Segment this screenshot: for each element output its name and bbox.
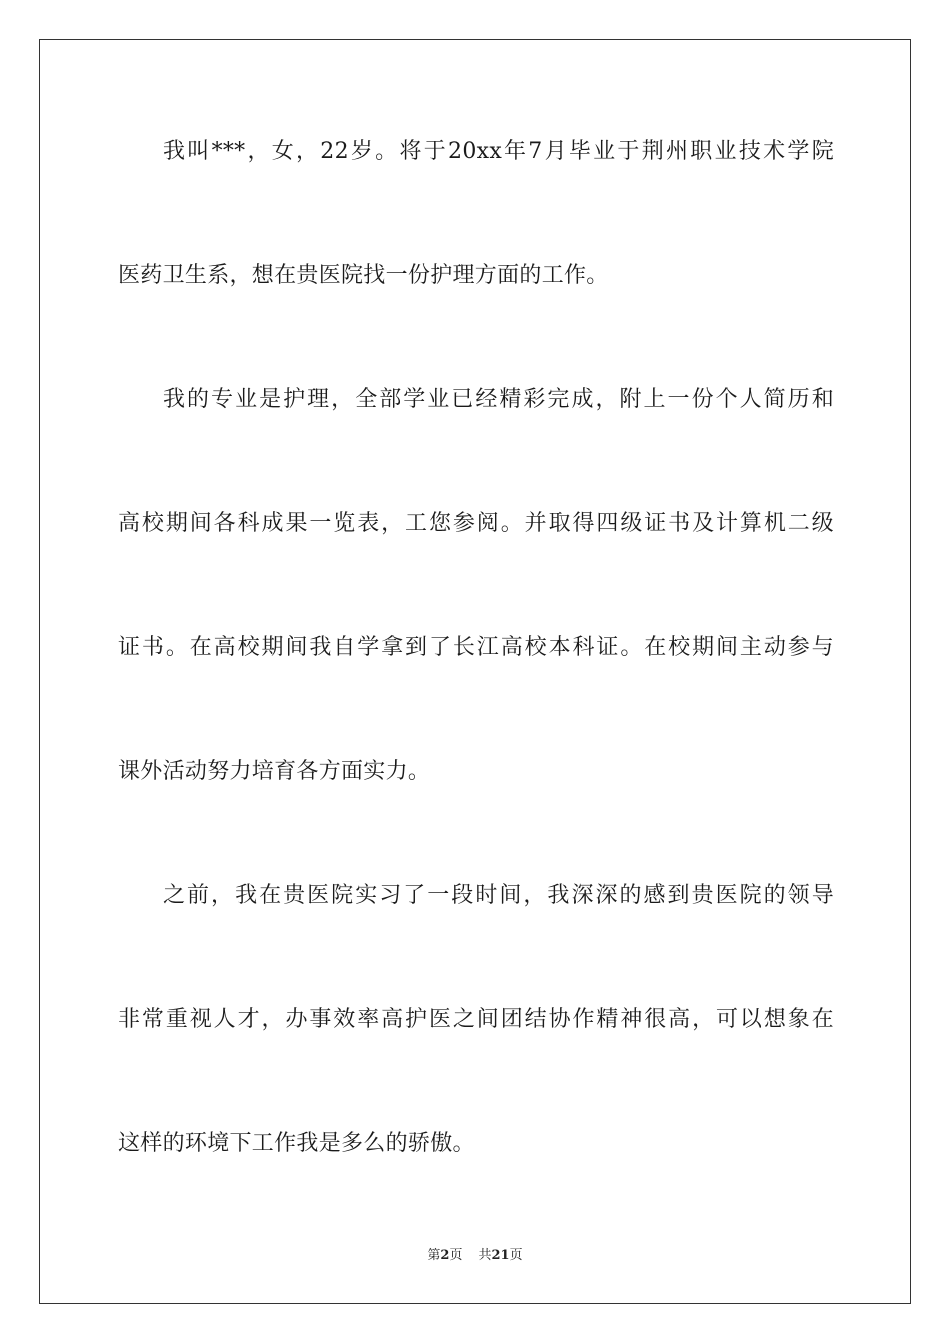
paragraph-3-line-2: 非常重视人才，办事效率高护医之间团结协作精神很高，可以想象在 <box>118 1007 834 1032</box>
footer-page-total: 21 <box>491 1248 510 1263</box>
page-border <box>39 39 911 1304</box>
paragraph-2-line-2: 高校期间各科成果一览表，工您参阅。并取得四级证书及计算机二级 <box>118 511 834 536</box>
paragraph-2-line-4: 课外活动努力培育各方面实力。 <box>118 759 431 784</box>
footer-page-suffix: 页 <box>449 1248 463 1263</box>
footer-page-current: 2 <box>440 1248 450 1263</box>
paragraph-1-line-2: 医药卫生系，想在贵医院找一份护理方面的工作。 <box>118 263 609 288</box>
page-footer <box>0 1247 950 1265</box>
footer-total-suffix: 页 <box>509 1248 523 1263</box>
paragraph-3-line-3: 这样的环境下工作我是多么的骄傲。 <box>118 1131 475 1156</box>
paragraph-3-line-1: 之前，我在贵医院实习了一段时间，我深深的感到贵医院的领导 <box>163 883 834 908</box>
footer-page-prefix: 第 <box>427 1248 441 1263</box>
paragraph-2-line-3: 证书。在高校期间我自学拿到了长江高校本科证。在校期间主动参与 <box>118 635 834 660</box>
paragraph-2-line-1: 我的专业是护理，全部学业已经精彩完成，附上一份个人简历和 <box>163 387 834 412</box>
footer-total-prefix: 共 <box>478 1248 492 1263</box>
paragraph-1-line-1: 我叫***，女，22岁。将于20xx年7月毕业于荆州职业技术学院 <box>163 139 834 164</box>
